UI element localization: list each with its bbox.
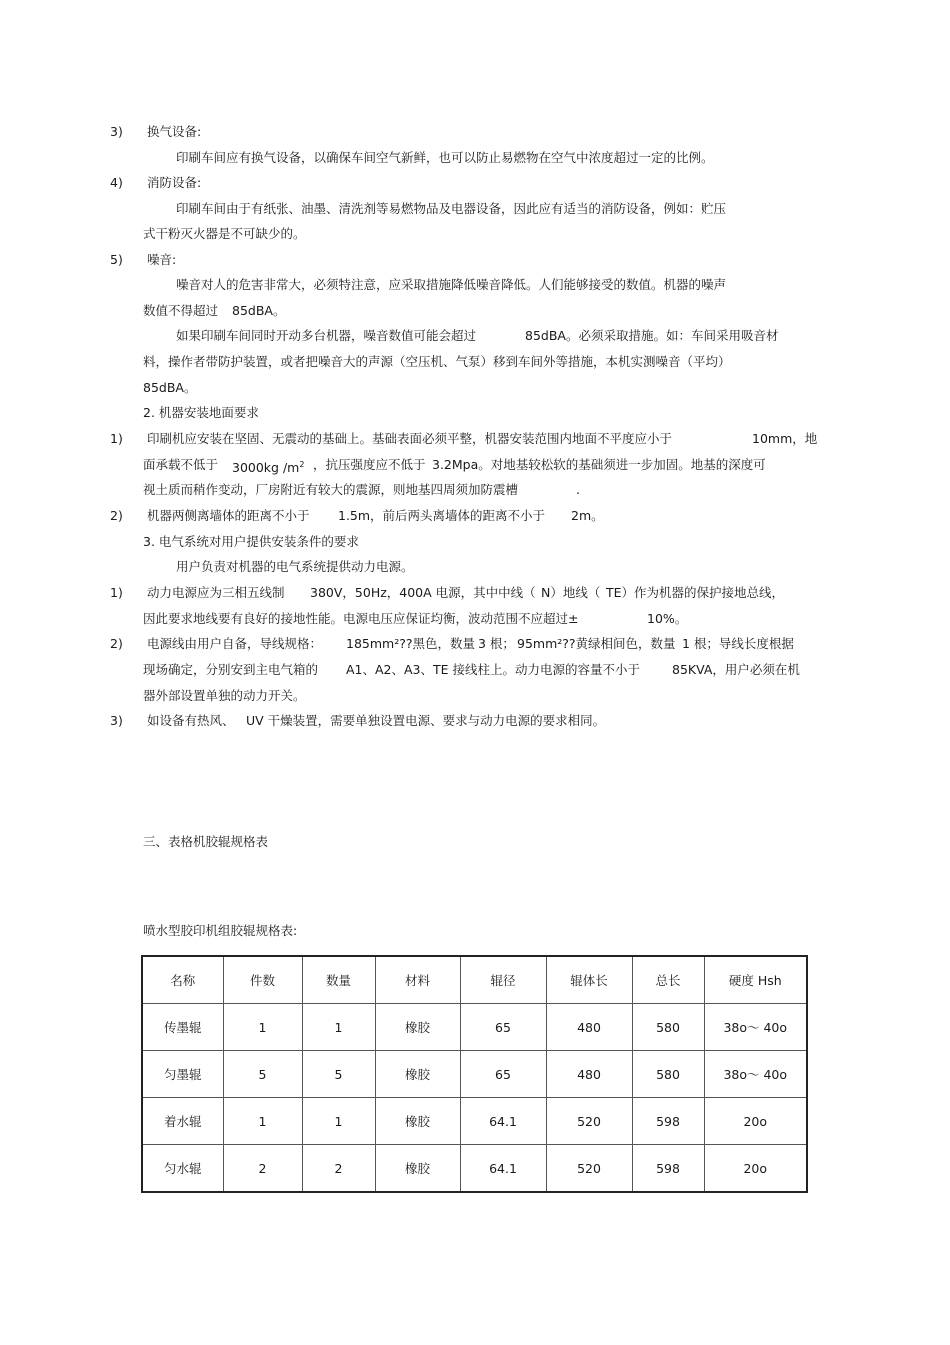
paragraph-noise-line4: 料，操作者带防护装置，或者把噪音大的声源（空压机、气泵）移到车间外等措施，本机实测噪音（平均） (143, 354, 731, 369)
table-cell: 1 (302, 1004, 375, 1051)
electric-req2-line1a: 电源线由用户自备，导线规格： (147, 636, 323, 651)
electric-req1-line1c: N）地线（ (541, 585, 601, 600)
paragraph-noise-line3a: 如果印刷车间同时开动多台机器，噪音数值可能会超过 (176, 328, 477, 343)
table-header-cell: 数量 (302, 956, 375, 1004)
paragraph-noise-line3b: 85dBA。必须采取措施。如：车间采用吸音材 (525, 328, 779, 343)
table-header-cell: 硬度 Hsh (704, 956, 807, 1004)
table-row (142, 1051, 807, 1098)
electric-req2-line1e: 1 根；导线长度根据 (682, 636, 794, 651)
paragraph-ventilation: 印刷车间应有换气设备，以确保车间空气新鲜，也可以防止易燃物在空气中浓度超过一定的比例。 (176, 150, 714, 165)
table-cell: 匀墨辊 (142, 1051, 223, 1098)
table-header-cell: 辊径 (460, 956, 546, 1004)
paragraph-noise-line1: 噪音对人的危害非常大，必须特注意，应采取措施降低噪音降低。人们能够接受的数值。机器的噪声 (176, 277, 727, 292)
table-cell: 580 (632, 1051, 704, 1098)
table-cell: 5 (223, 1051, 302, 1098)
electric-req1-line1d: TE）作为机器的保护接地总线， (606, 585, 785, 600)
floor-req-line2b: 3000kg $/m^2$ (232, 460, 305, 476)
paragraph-fire-line2: 式干粉灭火器是不可缺少的。 (143, 226, 306, 241)
table-cell: 橡胶 (375, 1145, 460, 1193)
table-cell: 20o (704, 1098, 807, 1145)
roller-spec-table (141, 955, 808, 1193)
table-cell: 20o (704, 1145, 807, 1193)
table-cell: 2 (223, 1145, 302, 1193)
electric-req1-line1b: 380V，50Hz，400A 电源，其中中线（ (310, 585, 536, 600)
table-header-cell: 件数 (223, 956, 302, 1004)
table-cell: 2 (302, 1145, 375, 1193)
table-cell: 橡胶 (375, 1051, 460, 1098)
electric-req3-b: UV 干燥装置，需要单独设置电源、要求与动力电源的要求相同。 (246, 713, 606, 728)
item-number: 1) (110, 585, 123, 600)
electric-req1-line2b: 10%。 (647, 611, 688, 626)
item-title-fire: 消防设备: (147, 175, 202, 190)
table-cell: 520 (546, 1098, 632, 1145)
item-number: 2) (110, 508, 123, 523)
item-number: 3) (110, 124, 123, 139)
table-cell: 64.1 (460, 1145, 546, 1193)
floor-req-line2d: 3.2Mpa。对地基较松软的基础须进一步加固。地基的深度可 (432, 457, 766, 472)
table-row (142, 1145, 807, 1193)
table-header-cell: 总长 (632, 956, 704, 1004)
floor-req-line2a: 面承载不低于 (143, 457, 219, 472)
table-cell: 580 (632, 1004, 704, 1051)
table-cell: 598 (632, 1145, 704, 1193)
table-header-row (142, 956, 807, 1004)
table-cell: 65 (460, 1004, 546, 1051)
table-cell: 着水辊 (142, 1098, 223, 1145)
table-cell: 1 (302, 1098, 375, 1145)
electric-req2-line1c: 3 根； (478, 636, 515, 651)
item-number: 3) (110, 713, 123, 728)
paragraph-noise-line2a: 数值不得超过 (143, 303, 219, 318)
electric-req2-line2c: 85KVA，用户必须在机 (672, 662, 800, 677)
electric-req2-line2a: 现场确定，分别安到主电气箱的 (143, 662, 319, 677)
table-header-cell: 辊体长 (546, 956, 632, 1004)
electric-req2-line3: 器外部设置单独的动力开关。 (143, 688, 306, 703)
paragraph-fire-line1: 印刷车间由于有纸张、油墨、清洗剂等易燃物品及电器设备，因此应有适当的消防设备，例如：贮压 (176, 201, 727, 216)
paragraph-noise-line5: 85dBA。 (143, 380, 197, 395)
table-cell: 520 (546, 1145, 632, 1193)
table-caption: 喷水型胶印机组胶辊规格表: (143, 923, 298, 938)
item-title-noise: 噪音: (147, 252, 177, 267)
wall-distance-b: 1.5m，前后两头离墙体的距离不小于 (338, 508, 546, 523)
table-cell: 传墨辊 (142, 1004, 223, 1051)
item-number: 2) (110, 636, 123, 651)
floor-req-line2c: ，抗压强度应不低于 (313, 457, 426, 472)
section-heading-floor: 2. 机器安装地面要求 (143, 405, 259, 420)
electric-req1-line2a: 因此要求地线要有良好的接地性能。电源电压应保证均衡，波动范围不应超过± (143, 611, 579, 626)
table-cell: 匀水辊 (142, 1145, 223, 1193)
table-cell: 598 (632, 1098, 704, 1145)
table-cell: 38o～ 40o (704, 1051, 807, 1098)
electric-intro: 用户负责对机器的电气系统提供动力电源。 (176, 559, 414, 574)
table-row (142, 1098, 807, 1145)
item-title-ventilation: 换气设备: (147, 124, 202, 139)
floor-req-line3a: 视土质而稍作变动，厂房附近有较大的震源，则地基四周须加防震槽 (143, 482, 519, 497)
electric-req2-line1d: 95mm²??黄绿相间色，数量 (517, 636, 676, 651)
table-row (142, 1004, 807, 1051)
electric-req1-line1a: 动力电源应为三相五线制 (147, 585, 285, 600)
wall-distance-c: 2m。 (571, 508, 604, 523)
paragraph-noise-line2b: 85dBA。 (232, 303, 286, 318)
item-number: 5) (110, 252, 123, 267)
table-header-cell: 材料 (375, 956, 460, 1004)
table-header-cell: 名称 (142, 956, 223, 1004)
part3-heading: 三、表格机胶辊规格表 (143, 834, 269, 849)
item-number: 4) (110, 175, 123, 190)
table-cell: 橡胶 (375, 1098, 460, 1145)
table-cell: 1 (223, 1004, 302, 1051)
item-number: 1) (110, 431, 123, 446)
table-cell: 5 (302, 1051, 375, 1098)
wall-distance-a: 机器两侧离墙体的距离不小于 (147, 508, 310, 523)
table-cell: 38o～ 40o (704, 1004, 807, 1051)
electric-req3-a: 如设备有热风、 (147, 713, 235, 728)
table-cell: 480 (546, 1004, 632, 1051)
table-cell: 64.1 (460, 1098, 546, 1145)
floor-req-line1b: 10mm，地 (752, 431, 818, 446)
table-cell: 1 (223, 1098, 302, 1145)
table-cell: 480 (546, 1051, 632, 1098)
table-cell: 65 (460, 1051, 546, 1098)
electric-req2-line2b: A1、A2、A3、TE 接线柱上。动力电源的容量不小于 (346, 662, 641, 677)
electric-req2-line1b: 185mm²??黑色，数量 (346, 636, 475, 651)
table-cell: 橡胶 (375, 1004, 460, 1051)
floor-req-line1a: 印刷机应安装在坚固、无震动的基础上。基础表面必须平整，机器安装范围内地面不平度应小于 (147, 431, 673, 446)
section-heading-electric: 3. 电气系统对用户提供安装条件的要求 (143, 534, 359, 549)
floor-req-line3b: . (576, 482, 580, 497)
